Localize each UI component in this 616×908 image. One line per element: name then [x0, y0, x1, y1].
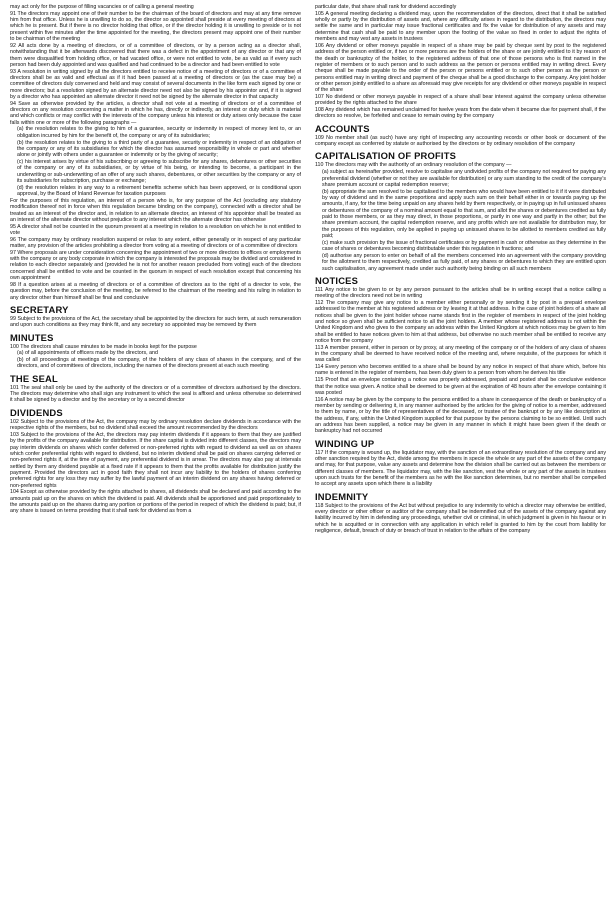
paragraph: 107 No dividend or other moneys payable in respect of a share shall bear interest against the company unless otherwise provided by the rights attached to the share — [315, 93, 606, 107]
paragraph: 111 Any notice to be given to or by any person pursuant to the articles shall be in writing except that a notice calling a meeting of the directors need not be in writing — [315, 286, 606, 300]
paragraph: 96 The company may by ordinary resolution suspend or relax to any extent, either generally or in respect of any particular matter, any provision of the articles prohibiting a director from voting at a meeting of directors or of a committee of directors — [10, 236, 301, 250]
paragraph: (a) subject as hereinafter provided, resolve to capitalise any undivided profits of the company not required for paying any preferential dividend (whether or not they are available for distribution) or any sum standing to the credit of the company's share premium account or capital redemption reserve; — [322, 169, 606, 188]
paragraph: 105 A general meeting declaring a dividend may, upon the recommendation of the directors, direct that it shall be satisfied wholly or partly by the distribution of assets and, where any difficulty arises in regard to the distribution, the directors may settle the same and in particular may issue fractional certificates and fix the value for distribution of any assets and may determine that cash shall be paid to any member upon the footing of the value so fixed in order to adjust the rights of members and may vest any assets in trustees — [315, 10, 606, 43]
paragraph: (d) the resolution relates in any way to a retirement benefits scheme which has been approved, or is conditional upon approval, by the Board of Inland Revenue for taxation purposes — [17, 184, 301, 198]
paragraph: 106 Any dividend or other moneys payable in respect of a share may be paid by cheque sent by post to the registered address of the person entitled or, if two or more persons are the holders of the share or are jointly entitled to it by reason of the death or bankruptcy of the holder, to the registered address of that one of those persons who is first named in the register of members or to such person and to such address as the person or persons entitled may in writing direct. Every cheque shall be made payable to the order of the person or persons entitled or to such other person as the person or persons entitled may in writing direct and payment of the cheque shall be a good discharge to the company. Any joint holder or other person jointly entitled to a share as aforesaid may give receipts for any dividend or other moneys payable in respect of the share — [315, 42, 606, 94]
left-column — [10, 4, 301, 904]
paragraph: 94 Save as otherwise provided by the articles, a director shall not vote at a meeting of directors or of a committee of directors on any resolution concerning a matter in which he has, directly or indirectly, an interest or duty which is material and which conflicts or may conflict with the interests of the company unless his interest or duty arises only because the case falls within one or more of the following paragraphs — — [10, 100, 301, 126]
paragraph: 102 Subject to the provisions of the Act, the company may by ordinary resolution declare dividends in accordance with the respective rights of the members, but no dividend shall exceed the amount recommended by the directors — [10, 418, 301, 432]
paragraph: (c) his interest arises by virtue of his subscribing or agreeing to subscribe for any shares, debentures or other securities of the company or any of its subsidiaries, or by virtue of his being, or intending to become, a participant in the underwriting or sub-underwriting of an offer of any such shares, debentures, or other securities by the company or any of its subsidiaries for subscription, purchase or exchange; — [17, 158, 301, 185]
paragraph: (a) the resolution relates to the giving to him of a guarantee, security or indemnity in respect of money lent to, or an obligation incurred by him for the benefit of, the company or any of its subsidiaries; — [17, 126, 301, 139]
paragraph: 92 All acts done by a meeting of directors, or of a committee of directors, or by a person acting as a director shall, notwithstanding that it be afterwards discovered that there was a defect in the appointment of any director or that any of them were disqualified from holding office, or had vacated office, or were not entitled to vote, be as valid as if every such person had been duly appointed and was qualified and had continued to be a director and had been entitled to vote — [10, 42, 301, 68]
paragraph: (a) of all appointments of officers made by the directors, and — [17, 350, 158, 357]
section-heading-seal: THE SEAL — [10, 372, 58, 384]
paragraph: (d) authorise any person to enter on behalf of all the members concerned into an agreement with the company providing for the allotment to them respectively, credited as fully paid, of any shares or debentures to which they are entitled upon such capitalisation, any agreement made under such authority being binding on all such members — [322, 252, 606, 272]
paragraph: 112 The company may give any notice to a member either personally or by sending it by post in a prepaid envelope addressed to the member at his registered address or by leaving it at that address. In the case of joint holders of a share all notices shall be given to the joint holder whose name stands first in the register of members in respect of the joint holding and notice so given shall be sufficient notice to all the joint holders. A member whose registered address is not within the United Kingdom and who gives to the company an address within the United Kingdom at which notices may be given to him shall be entitled to have notices given to him at that address, but otherwise no such member shall be entitled to receive any notice from the company — [315, 299, 606, 344]
paragraph: 108 Any dividend which has remained unclaimed for twelve years from the date when it became due for payment shall, if the directors so resolve, be forfeited and cease to remain owing by the company — [315, 107, 606, 120]
right-column — [315, 4, 606, 904]
paragraph: 115 Proof that an envelope containing a notice was properly addressed, prepaid and posted shall be conclusive evidence that the notice was given. A notice shall be deemed to be given at the expiration of 48 hours after the envelope containing it was posted — [315, 377, 606, 396]
paragraph: 117 If the company is wound up, the liquidator may, with the sanction of an extraordinary resolution of the company and any other sanction required by the Act, divide among the members in specie the whole or any part of the assets of the company and may, for that purpose, value any assets and determine how the division shall be carried out as between the members or different classes of members. The liquidator may, with the like sanction, vest the whole or any part of the assets in trustees upon such trusts for the benefit of the members as he with the like sanction determines, but no member shall be compelled to accept any assets upon which there is a liability — [315, 449, 606, 488]
paragraph: (b) the resolution relates to the giving to a third party of a guarantee, security or indemnity in respect of an obligation of the company or any of its subsidiaries for which the director has assumed responsibility in whole or part and whether alone or jointly with others under a guarantee or indemnity or by the giving of security; — [17, 139, 301, 159]
paragraph: (b) of all proceedings at meetings of the company, of the holders of any class of shares in the company, and of the directors, and of committees of directors, including the names of the directors present at each such meeting — [17, 357, 301, 370]
paragraph: 113 A member present, either in person or by proxy, at any meeting of the company or of the holders of any class of shares in the company shall be deemed to have received notice of the meeting and, where requisite, of the purposes for which it was called — [315, 344, 606, 364]
paragraph: 103 Subject to the provisions of the Act, the directors may pay interim dividends if it appears to them that they are justified by the profits of the company available for distribution. If the share capital is divided into different classes, the directors may pay interim dividends on shares which confer deferred or non-preferred rights with regard to dividend as well as on shares which confer preferential rights with regard to dividend, but no interim dividend shall be paid on shares carrying deferred or non-preferred rights if, at the time of payment, any preferential dividend is in arrear. The directors may also pay at intervals settled by them any dividend payable at a fixed rate if it appears to them that the profits available for distribution justify the payment. Provided the directors act in good faith they shall not incur any liability to the holders of shares conferring preferred rights for any loss they may suffer by the lawful payment of an interim dividend on any shares having deferred or non-preferred rights — [10, 431, 301, 489]
paragraph: For the purposes of this regulation, an interest of a person who is, for any purpose of the Act (excluding any statutory modification thereof not in force when this regulation became binding on the company), connected with a director shall be treated as an interest of the director and, in relation to an alternate director, an interest of his appointor shall be treated as an interest of the alternate director without prejudice to any interest which the alternate director has otherwise — [10, 197, 301, 223]
section-heading-minutes: MINUTES — [10, 331, 54, 343]
paragraph: (b) appropriate the sum resolved to be capitalised to the members who would have been entitled to it if it were distributed by way of dividend and in the same proportions and apply such sum on their behalf either in or towards paying up the amounts, if any, for the time being unpaid on any shares held by them respectively, or in paying up in full unissued shares or debentures of the company of a nominal amount equal to that sum, and allot the shares or debentures credited as fully paid to those members, or as they may direct, in those proportions, or partly in one way and partly in the other; but the share premium account, the capital redemption reserve, and any profits which are not available for distribution may, for the purposes of this regulation, only be applied in paying up unissued shares to be allotted to members credited as fully paid; — [322, 188, 606, 239]
section-heading-accounts: ACCOUNTS — [315, 122, 370, 134]
paragraph: 93 A resolution in writing signed by all the directors entitled to receive notice of a meeting of directors or of a committee of directors shall be as valid and effectual as if it had been passed at a meeting of directors or (as the case may be) a committee of directors duly convened and held and may consist of several documents in the like form each signed by one or more directors; but a resolution signed by an alternate director need not also be signed by his appointor and, if it is signed by a director who has appointed an alternate director it need not be signed by the alternate director in that capacity — [10, 68, 301, 100]
paragraph: 116 A notice may be given by the company to the persons entitled to a share in consequence of the death or bankruptcy of a member by sending or delivering it, in any manner authorised by the articles for the giving of notice to a member, addressed to them by name, or by the title of representatives of the deceased, or trustee of the bankrupt or by any like description at the address, if any, within the United Kingdom supplied for that purpose by the persons claiming to be so entitled. Until such an address has been supplied, a notice may be given in any manner in which it might have been given if the death or bankruptcy had not occurred — [315, 396, 606, 435]
paragraph: 104 Except as otherwise provided by the rights attached to shares, all dividends shall be declared and paid according to the amounts paid up on the shares on which the dividend is paid. All dividends shall be apportioned and paid proportionately to the amounts paid up on the shares during any portion or portions of the period in respect of which the dividend is paid; but, if any share is issued on terms providing that it shall rank for dividend as from a — [10, 489, 301, 515]
paragraph: 101 The seal shall only be used by the authority of the directors or of a committee of directors authorised by the directors. The directors may determine who shall sign any instrument to which the seal is affixed and unless otherwise so determined it shall be signed by a director and by the secretary or by a second director — [10, 384, 301, 404]
paragraph: 109 No member shall (as such) have any right of inspecting any accounting records or other book or document of the company except as conferred by statute or authorised by the directors or by ordinary resolution of the company — [315, 134, 606, 148]
paragraph: (c) make such provision by the issue of fractional certificates or by payment in cash or otherwise as they determine in the case of shares or debentures becoming distributable under this regulation in fractions; and — [322, 239, 606, 253]
paragraph: 98 If a question arises at a meeting of directors or of a committee of directors as to the right of a director to vote, the question may, before the conclusion of the meeting, be referred to the chairman of the meeting and his ruling in relation to any director other than himself shall be final and conclusive — [10, 281, 301, 301]
paragraph: 100 The directors shall cause minutes to be made in books kept for the purpose — [10, 343, 197, 350]
paragraph: 91 The directors may appoint one of their number to be the chairman of the board of directors and may at any time remove him from that office. Unless he is unwilling to do so, the director so appointed shall preside at every meeting of directors at which he is present. But if there is no director holding that office, or if the director holding it is unwilling to preside or is not present within five minutes after the time appointed for the meeting, the directors present may appoint one of their number to be chairman of the meeting — [10, 10, 301, 43]
section-heading-dividends: DIVIDENDS — [10, 406, 63, 418]
paragraph: 97 Where proposals are under consideration concerning the appointment of two or more directors to offices or employments with the company or any body corporate in which the company is interested the proposals may be divided and considered in relation to each director separately and (provided he is not for another reason precluded from voting) each of the directors concerned shall be entitled to vote and be counted in the quorum in respect of each resolution except that concerning his own appointment — [10, 249, 301, 282]
paragraph: 118 Subject to the provisions of the Act but without prejudice to any indemnity to which a director may otherwise be entitled, every director or other officer or auditor of the company shall be indemnified out of the assets of the company against any liability incurred by him in defending any proceedings, whether civil or criminal, in which judgment is given in his favour or in which he is acquitted or in connection with any application in which relief is granted to him by the court from liability for negligence, default, breach of duty or breach of trust in relation to the affairs of the company — [315, 502, 606, 535]
section-heading-winding-up: WINDING UP — [315, 437, 375, 449]
paragraph: 95 A director shall not be counted in the quorum present at a meeting in relation to a resolution on which he is not entitled to vote — [10, 223, 301, 236]
paragraph: 99 Subject to the provisions of the Act, the secretary shall be appointed by the directors for such term, at such remuneration and upon such conditions as they may think fit, and any secretary so appointed may be removed by them — [10, 315, 301, 329]
paragraph: may act only for the purpose of filling vacancies or of calling a general meeting — [10, 4, 194, 10]
section-heading-capitalisation: CAPITALISATION OF PROFITS — [315, 150, 457, 162]
section-heading-notices: NOTICES — [315, 274, 359, 286]
section-heading-indemnity: INDEMNITY — [315, 490, 369, 502]
section-heading-secretary: SECRETARY — [10, 303, 69, 315]
paragraph: 114 Every person who becomes entitled to a share shall be bound by any notice in respect of that share which, before his name is entered in the register of members, has been duly given to a person from whom he derives his title — [315, 364, 606, 377]
paragraph: 110 The directors may with the authority of an ordinary resolution of the company — — [315, 162, 512, 169]
paragraph: particular date, that share shall rank for dividend accordingly — [315, 4, 457, 10]
